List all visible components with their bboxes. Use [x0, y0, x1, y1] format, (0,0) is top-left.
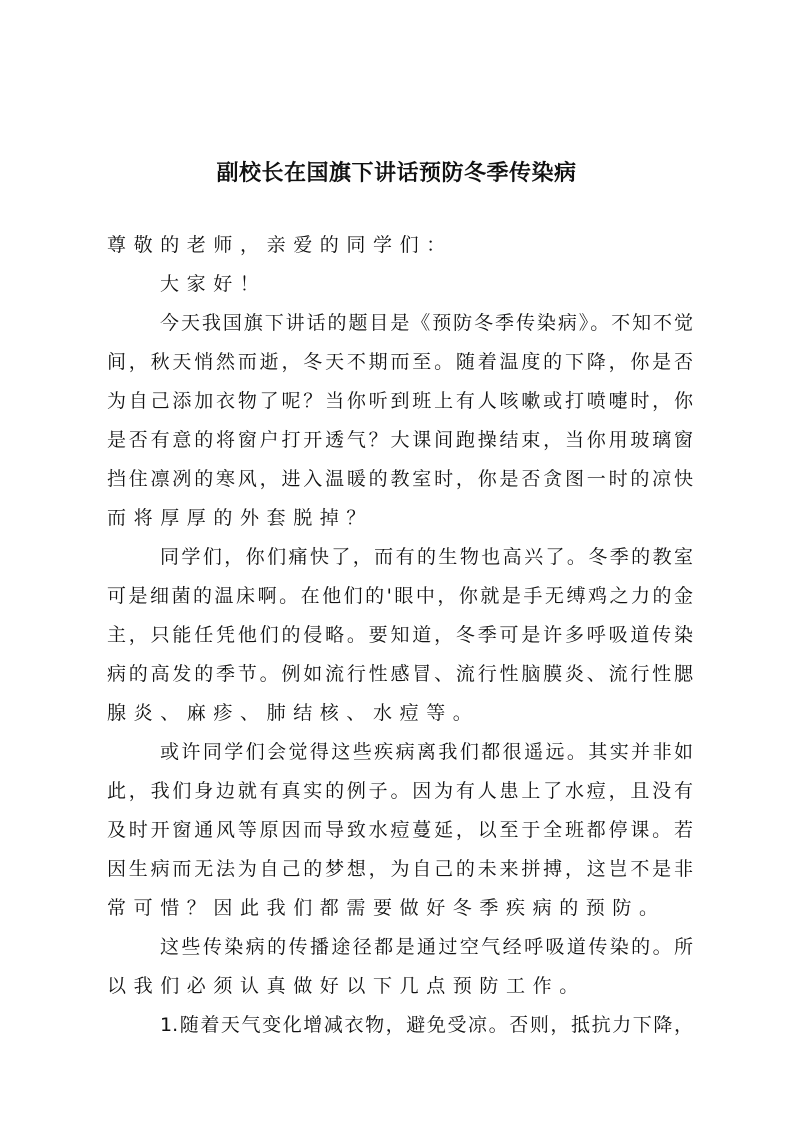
- paragraph-line: 常可惜？因此我们都需要做好冬季疾病的预防。: [107, 897, 666, 919]
- paragraph: [107, 733, 693, 928]
- paragraph-line: 这些传染病的传播途径都是通过空气经呼吸道传染的。所: [160, 936, 693, 958]
- paragraph-line: 今天我国旗下讲话的题目是《预防冬季传染病》。不知不觉: [160, 312, 693, 334]
- paragraph-line: 尊敬的老师，亲爱的同学们：: [107, 234, 453, 256]
- paragraph-line: 可是细菌的温床啊。在他们的'眼中，你就是手无缚鸡之力的金: [107, 585, 693, 607]
- paragraph: [107, 538, 693, 733]
- paragraph: [107, 304, 693, 538]
- paragraph-line: 1.随着天气变化增减衣物，避免受凉。否则，抵抗力下降，: [160, 1014, 693, 1036]
- paragraph-line: 挡住凛冽的寒风，进入温暖的教室时，你是否贪图一时的凉快: [107, 468, 693, 490]
- paragraph-line: 主，只能任凭他们的侵略。要知道，冬季可是许多呼吸道传染: [107, 624, 693, 646]
- paragraph-line: 病的高发的季节。例如流行性感冒、流行性脑膜炎、流行性腮: [107, 663, 693, 685]
- paragraph-line: 是否有意的将窗户打开透气？大课间跑操结束，当你用玻璃窗: [107, 429, 693, 451]
- document-body: [107, 226, 693, 1045]
- paragraph-line: 此，我们身边就有真实的例子。因为有人患上了水痘，且没有: [107, 780, 693, 802]
- document-title: 副校长在国旗下讲话预防冬季传染病: [216, 161, 577, 186]
- paragraph: [107, 226, 693, 265]
- paragraph-line: 大家好！: [160, 273, 267, 295]
- paragraph-line: 以我们必须认真做好以下几点预防工作。: [107, 975, 586, 997]
- paragraph: [107, 1006, 693, 1045]
- paragraph: [107, 928, 693, 1006]
- paragraph-line: 而将厚厚的外套脱掉？: [107, 507, 374, 529]
- paragraph-line: 同学们，你们痛快了，而有的生物也高兴了。冬季的教室: [160, 546, 693, 568]
- paragraph-line: 为自己添加衣物了呢？当你听到班上有人咳嗽或打喷嚏时，你: [107, 390, 693, 412]
- paragraph-line: 腺炎、麻疹、肺结核、水痘等。: [107, 702, 480, 724]
- paragraph-line: 及时开窗通风等原因而导致水痘蔓延，以至于全班都停课。若: [107, 819, 693, 841]
- paragraph: [107, 265, 693, 304]
- paragraph-line: 或许同学们会觉得这些疾病离我们都很遥远。其实并非如: [160, 741, 693, 763]
- paragraph-line: 间，秋天悄然而逝，冬天不期而至。随着温度的下降，你是否: [107, 351, 693, 373]
- paragraph-line: 因生病而无法为自己的梦想，为自己的未来拼搏，这岂不是非: [107, 858, 693, 880]
